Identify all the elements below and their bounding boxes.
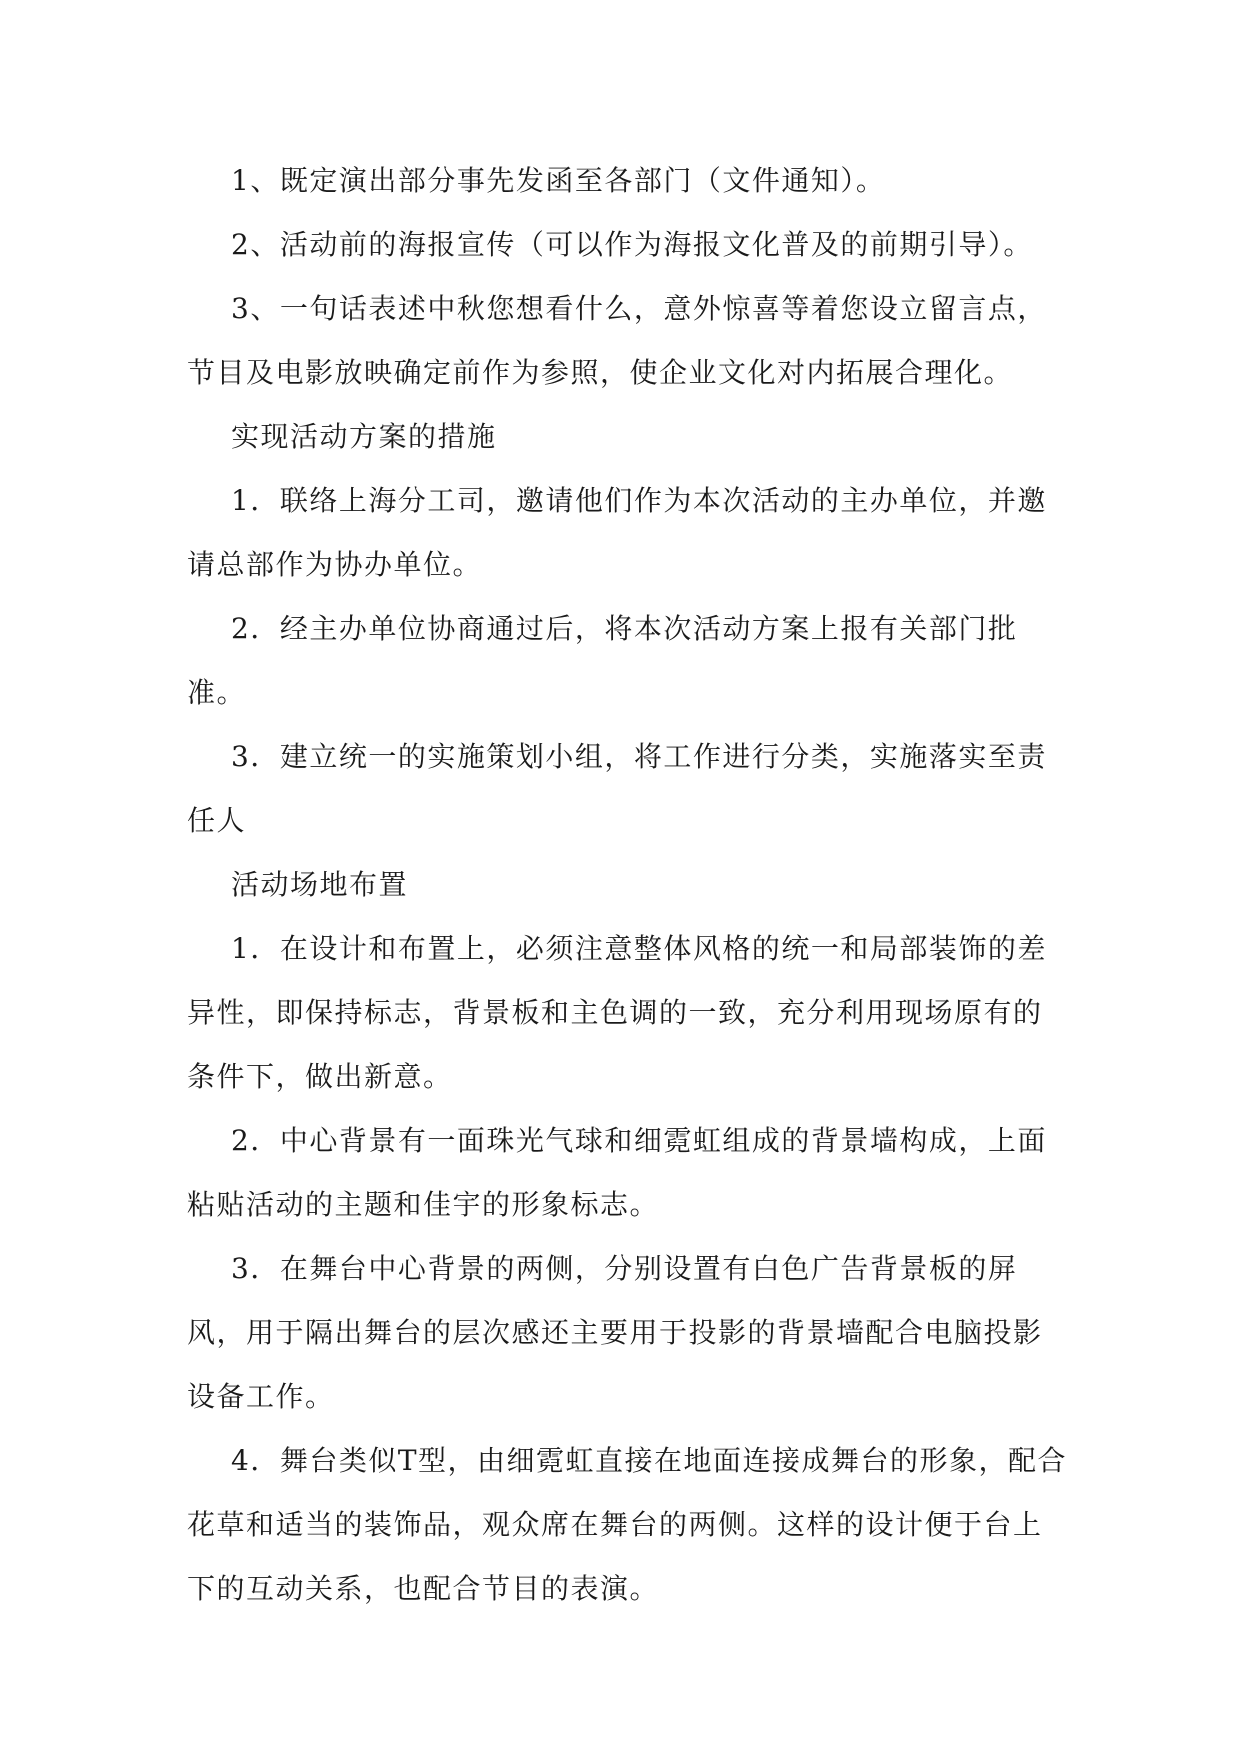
paragraph-notice: 1、既定演出部分事先发函至各部门（文件通知）。 [231, 164, 886, 197]
paragraph-poster: 2、活动前的海报宣传（可以作为海报文化普及的前期引导）。 [231, 228, 1033, 261]
paragraph-measure-3: 3．建立统一的实施策划小组，将工作进行分类，实施落实至责任人 [187, 740, 1047, 837]
paragraph-measure-2: 2．经主办单位协商通过后，将本次活动方案上报有关部门批准。 [187, 612, 1018, 709]
section-heading-venue: 活动场地布置 [231, 868, 409, 901]
document-body [187, 149, 1067, 1621]
paragraph-measure-1: 1．联络上海分工司，邀请他们作为本次活动的主办单位，并邀请总部作为协办单位。 [187, 484, 1047, 581]
section-heading-measures: 实现活动方案的措施 [231, 420, 497, 453]
paragraph-venue-3: 3．在舞台中心背景的两侧，分别设置有白色广告背景板的屏风，用于隔出舞台的层次感还主要用于投影的背景墙配合电脑投影设备工作。 [187, 1252, 1043, 1413]
paragraph-venue-2: 2．中心背景有一面珠光气球和细霓虹组成的背景墙构成，上面粘贴活动的主题和佳宇的形象标志。 [187, 1124, 1047, 1221]
paragraph-venue-4: 4．舞台类似T型，由细霓虹直接在地面连接成舞台的形象，配合花草和适当的装饰品，观众席在舞台的两侧。这样的设计便于台上下的互动关系，也配合节目的表演。 [187, 1444, 1067, 1605]
paragraph-venue-1: 1．在设计和布置上，必须注意整体风格的统一和局部装饰的差异性，即保持标志，背景板和主色调的一致，充分利用现场原有的条件下，做出新意。 [187, 932, 1047, 1093]
paragraph-message-point: 3、一句话表述中秋您想看什么，意外惊喜等着您设立留言点，节目及电影放映确定前作为参照，使企业文化对内拓展合理化。 [187, 292, 1047, 389]
